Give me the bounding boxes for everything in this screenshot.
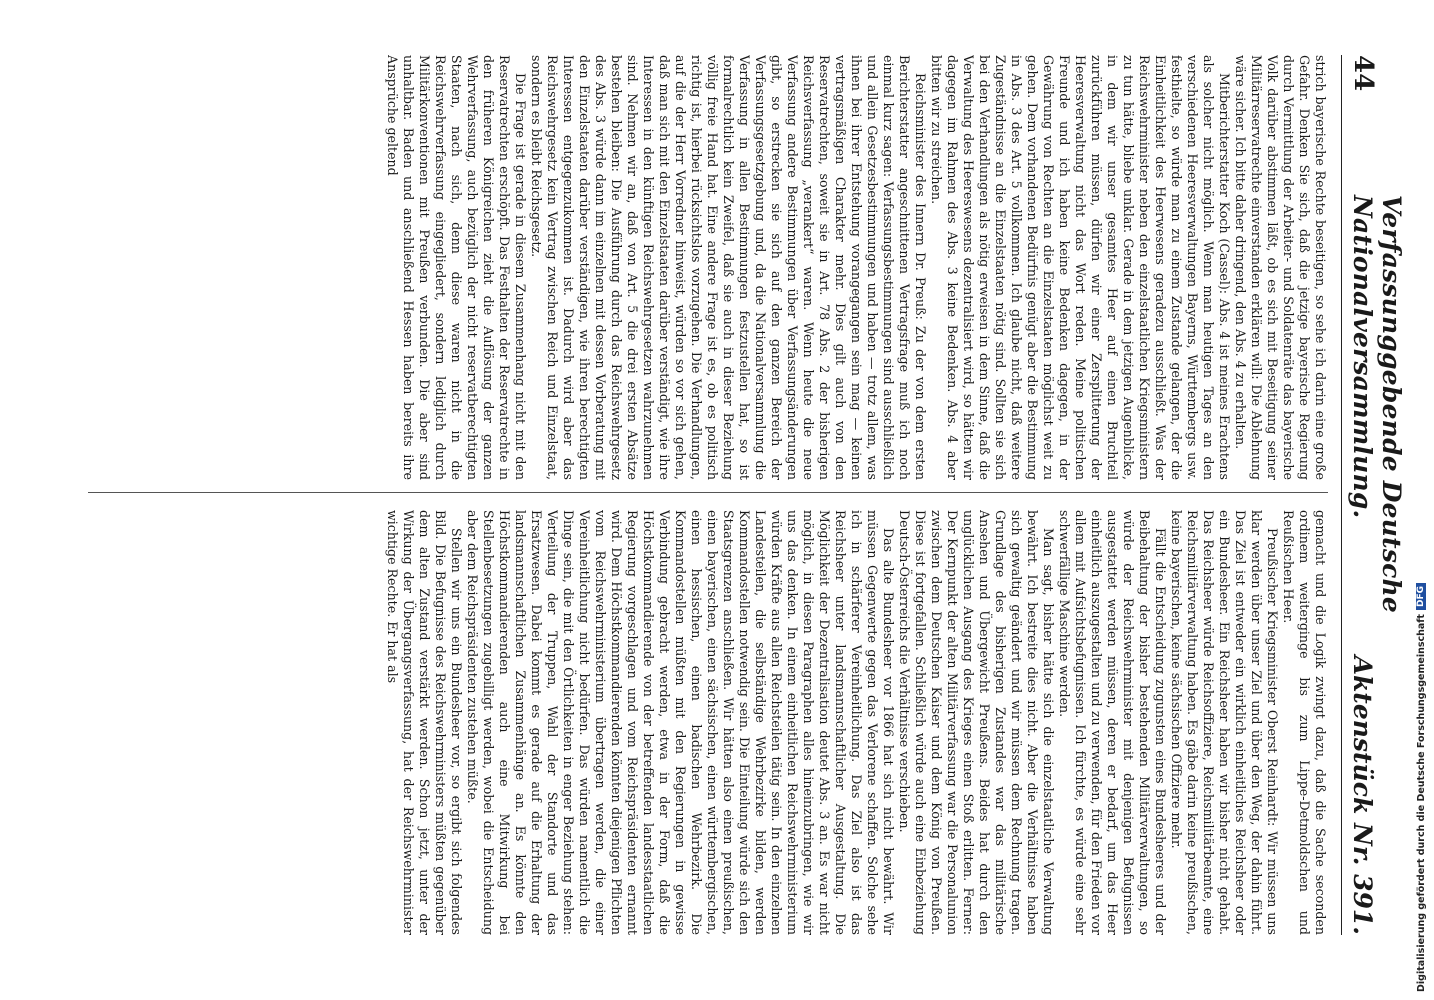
document-reference: Aktenstück Nr. 391. [1348,655,1377,935]
column-divider [88,492,1328,493]
paragraph: Fällt die Entscheidung zugunsten eines Bundesheeres und der Beibehaltung der bisher bestehenden Militärverwaltungen, so würde der Reichswehrminister mit denjenigen Befugnissen ausgestattet werden müssen, deren er bedarf, um das Heer einheitlich auszugestalten und zu verwenden, für den Frieden vor allem mit Aufsichtsbefugnissen. Ich fürchte, es würde eine sehr schwerfällige Maschine werden. [1057,510,1168,935]
left-column [78,55,1328,480]
paragraph: Preußischer Kriegsminister Oberst Reinhardt: Wir müssen uns klar werden über unser Ziel und über den Weg, der dahin führt. Das Ziel ist entweder ein wirklich einheitliches Reichsheer oder ein Bundesheer. Ein Reichsheer haben wir bisher nicht gehabt. Das Reichsheer würde Reichsoffiziere, Reichsmilitärbeamte, eine Reichsmilitärverwaltung haben. Es gäbe darin keine preußischen, keine bayerischen, keine sächsischen Offiziere mehr. [1169,510,1280,935]
paragraph: Das alte Bundesheer vor 1866 hat sich nicht bewährt. Wir müssen Gegenwerte gegen das Verlorene schaffen. Solche sehe ich in schärferer Vereinheitlichung. Das Ziel also ist das Reichsheer unter landsmannschaftlicher Ausgestaltung. Die Möglichkeit der Dezentralisation deutet Abs. 3 an. Es war nicht möglich, in diesen Paragraphen alles hineinzubringen, wie wir uns das denken. In einem einheitlichen Reichswehrministerium würden Kräfte aus allen Reichsteilen tätig sein. In den einzelnen Landesteilen, die selbständige Wehrbezirke bilden, werden Kommandostellen notwendig sein. Die Einteilung würde sich den Staatsgrenzen anschließen. Wir hätten also einen preußischen, einen bayerischen, einen sächsischen, einen württembergischen, einen hessischen, einen badischen Wehrbezirk. Die Kommandostellen müßten mit den Regierungen in gewisse Verbindung gebracht werden, etwa in der Form, daß die Höchstkommandierende von der betreffenden landesstaatlichen Regierung vorgeschlagen und vom Reichspräsidenten ernannt wird. Dem Höchstkommandierenden könnten diejenigen Pflichten vom Reichswehrministerium übertragen werden, die einer Vereinheitlichung nicht bedürfen. Das würden namentlich die Dinge sein, die mit den Örtlichkeiten in enger Beziehung stehen: Verteilung der Truppen, Wahl der Standorte und das Ersatzwesen. Dabei kommt es gerade auf die Erhaltung der landsmannschaftlichen Zusammenhänge an. Es könnte den Höchstkommandierenden auch eine Mitwirkung bei Stellenbesetzungen zugebilligt werden, wobei die Entscheidung aber dem Reichspräsidenten zustehen müßte. [465,510,896,935]
running-title: Verfassunggebende Deutsche Nationalversammlung. [1348,195,1406,614]
page-header [1341,55,1406,935]
paragraph: Die Frage ist gerade in diesem Zusammenhang nicht mit den Reservatrechten erschöpft. Das Festhalten der Reservatrechte in den früheren Königreichen zieht die Auflösung der ganzen Wehrverfassung, auch bezüglich der nicht reservatberechtigten Staaten, nach sich, denn diese waren nicht in die Reichswehrverfassung eingegliedert, sondern lediglich durch Militärkonventionen mit Preußen verbunden. Die aber sind unhaltbar. Baden und anschließend Hessen haben bereits ihre Ansprüche geltend [385,55,528,480]
dfg-logo: DFG [1416,583,1426,610]
right-column [78,510,1328,935]
paragraph: Reichsminister des Innern Dr. Preuß: Zu der von dem ersten Berichterstatter angeschnittenen Vertragsfrage muß ich noch einmal kurz sagen: Verfassungsbestimmungen sind ausschließlich und allein Gesetzesbestimmungen und haben — trotz allem, was ihnen bei ihrer Entstehung vorangegangen sein mag — keinen vertragsmäßigen Charakter mehr. Dies gilt auch von den Reservatrechten, soweit sie in Art. 78 Abs. 2 der bisherigen Reichsverfassung „verankert“ waren. Wenn heute die neue Verfassung andere Bestimmungen über Verfassungsänderungen gibt, so erstrecken sie sich auf den ganzen Bereich der Verfassungsgesetzgebung und, da die Nationalversammlung die Verfassung in allen Bestimmungen festzustellen hat, so ist formalrechtlich kein Zweifel, daß sie auch in dieser Beziehung völlig freie Hand hat. Eine andere Frage ist es, ob es politisch richtig ist, hierbei rücksichtslos vorzugehen. Die Verhandlungen, auf die der Herr Vorredner hinweist, würden so vor sich gehen, daß man sich mit den Einzelstaaten darüber verständigt, wie ihre Interessen in den künftigen Reichswehrgesetzen wahrzunehmen sind. Nehmen wir an, daß von Art. 5 die drei ersten Absätze bestehen bleiben: Die Ausführung durch das Reichswehrgesetz des Abs. 3 würde dann im einzelnen mit dessen Vorberatung mit den Einzelstaaten darüber verständigen, wie ihren berechtigten Interessen entgegenzukommen ist. Dadurch wird aber das Reichswehrgesetz kein Vertrag zwischen Reich und Einzelstaat, sondern es bleibt Reichsgesetz. [529,55,928,480]
scanned-page [52,0,1412,1000]
credit-text: Digitalisierung gefördert durch die Deutsche Forschungsgemeinschaft [1415,614,1427,992]
page-number: 44 [1348,55,1378,92]
digitization-credit [1412,12,1430,992]
paragraph: Mitberichterstatter Koch (Cassel): Abs. 4 ist meines Erachtens als solcher nicht möglich. Wenn man heutigen Tages an den verschiedenen Heeresverwaltungen Bayerns, Württembergs usw. festhielte, so würde man zu einem Zustande gelangen, der die Einheitlichkeit des Heerwesens geradezu ausschließt. Was der Reichswehrminister neben den einzelstaatlichen Kriegsministern zu tun hätte, bliebe unklar. Gerade in dem jetzigen Augenblicke, in dem wir unser gesamtes Heer auf einen Bruchteil zurückführen müssen, dürfen wir einer Zersplitterung der Heeresverwaltung nicht das Wort reden. Meine politischen Freunde und ich haben keine Bedenken dagegen, in der Gewährung von Rechten an die Einzelstaaten möglichst weit zu gehen. Dem vorhandenen Bedürfnis genügt aber die Bestimmung in Abs. 3 des Art. 5 vollkommen. Ich glaube nicht, daß weitere Zugeständnisse an die Einzelstaaten nötig sind. Sollten sie sich bei den Verhandlungen als nötig erweisen in dem Sinne, daß die Verwaltung des Heereswesens dezentralisiert wird, so hätten wir dagegen im Rahmen des Abs. 3 keine Bedenken. Abs. 4 aber bitten wir zu streichen. [929,55,1232,480]
paragraph: Stellen wir uns ein Bundesheer vor, so ergibt sich folgendes Bild. Die Befugnisse des Reichswehrministers müßten gegenüber dem alten Zustand verstärkt werden. Schon jetzt, unter der Wirkung der Übergangsverfassung, hat der Reichswehrminister wichtige Rechte. Er hat als [385,510,464,935]
paragraph: Man sagt, bisher hätte sich die einzelstaatliche Verwaltung bewährt. Ich bestreite dies nicht. Aber die Verhältnisse haben sich gewaltig geändert und wir müssen dem Rechnung tragen. Grundlage des bisherigen Zustandes war das militärische Ansehen und Übergewicht Preußens. Beides hat durch den unglücklichen Ausgang des Krieges einen Stoß erlitten. Ferner: Der Kernpunkt der alten Militärverfassung war die Personalunion zwischen dem Deutschen Kaiser und dem König von Preußen. Diese ist fortgefallen. Schließlich würde auch eine Einbeziehung Deutsch-Österreichs die Verhältnisse verschieben. [897,510,1056,935]
paragraph: strich bayerische Rechte beseitigen, so sehe ich darin eine große Gefahr. Denken Sie sich, daß die jetzige bayerische Regierung durch Vermittlung der Arbeiter- und Soldatenräte das bayerische Volk darüber abstimmen läßt, ob es sich mit Beseitigung seiner Militärreservatrechte einverstanden erklären will: Die Ablehnung wäre sicher. Ich bitte daher dringend, den Abs. 4 zu erhalten. [1233,55,1328,480]
paragraph: gemacht und die Logik zwingt dazu, daß die Sache seconden ordinem weiterginge bis zum Lippe-Detmoldschen und Reußischen Heer. [1281,510,1328,935]
